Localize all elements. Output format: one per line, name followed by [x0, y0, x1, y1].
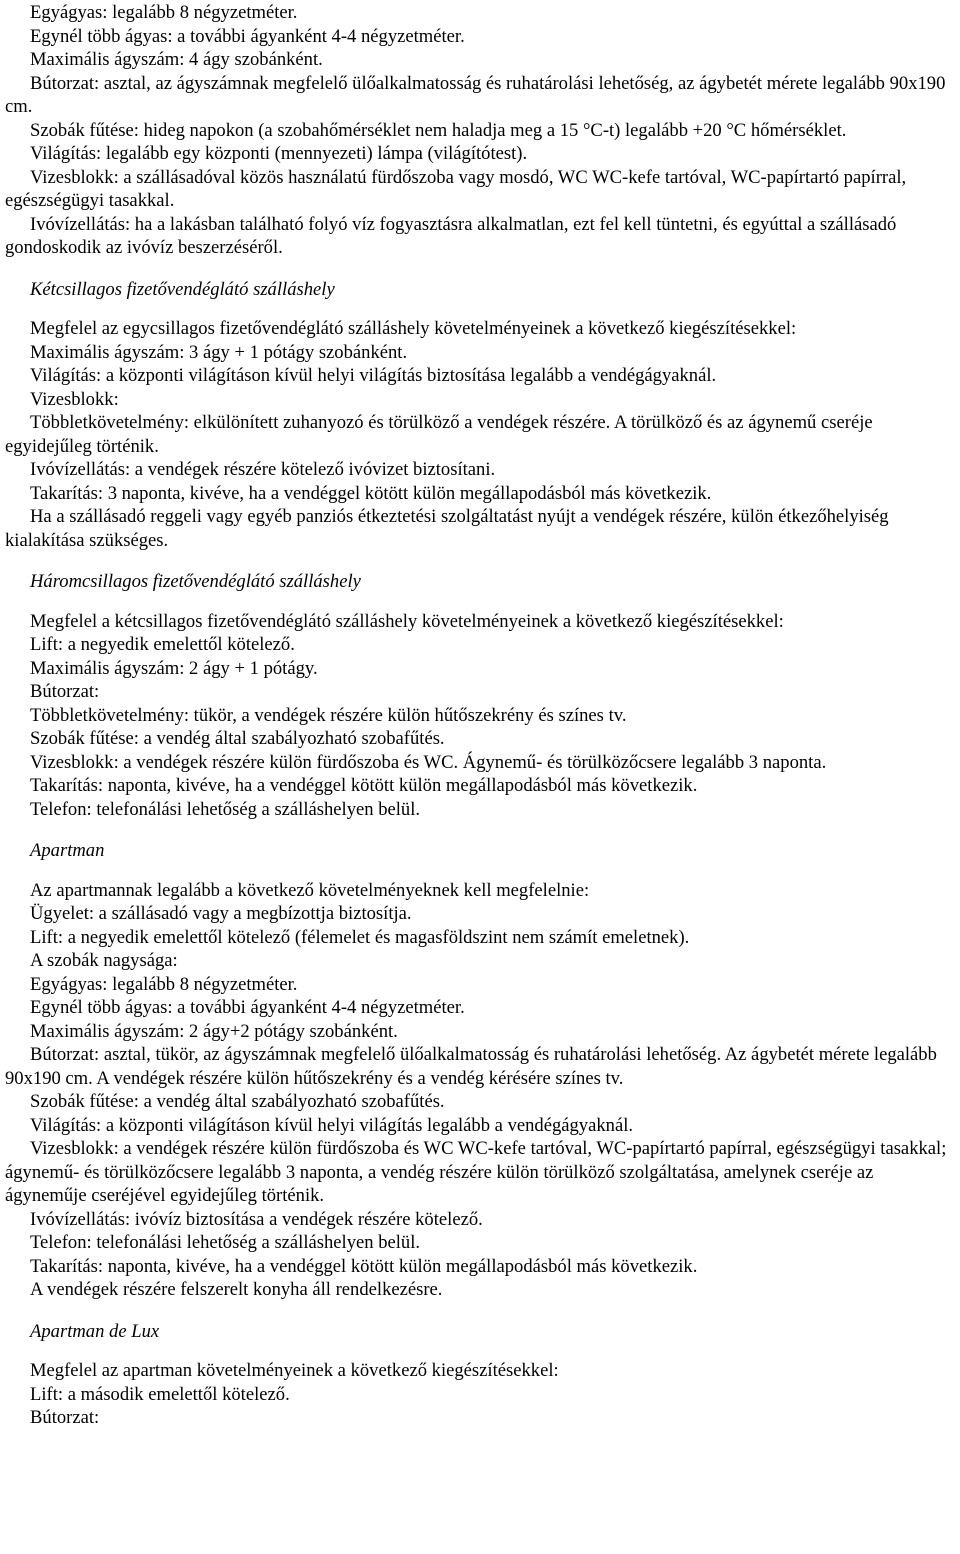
paragraph: Lift: a második emelettől kötelező.: [30, 1383, 290, 1405]
paragraph: Vizesblokk:: [30, 388, 119, 410]
paragraph: Bútorzat:: [30, 681, 100, 702]
section-3: [5, 839, 955, 1302]
paragraph: Takarítás: 3 naponta, kivéve, ha a vendéggel kötött külön megállapodásból más következik.: [30, 482, 712, 504]
paragraph: Telefon: telefonálási lehetőség a szálláshelyen belül.: [30, 1232, 421, 1253]
paragraph: Megfelel az apartman követelményeinek a következő kiegészítésekkel:: [30, 1360, 559, 1381]
paragraph: Többletkövetelmény: tükör, a vendégek részére külön hűtőszekrény és színes tv.: [30, 704, 627, 726]
paragraph: Ivóvízellátás: a vendégek részére kötelező ivóvizet biztosítani.: [30, 459, 496, 480]
paragraph: Telefon: telefonálási lehetőség a szálláshelyen belül.: [30, 798, 421, 820]
paragraph: Vizesblokk: a szállásadóval közös használatú fürdőszoba vagy mosdó, WC WC-kefe tartóval, WC-papírtartó papírral, egészségügyi tasakkal.: [5, 166, 907, 211]
paragraph: Megfelel a kétcsillagos fizetővendéglátó szálláshely követelményeinek a következő kiegészítésekkel:: [30, 610, 784, 632]
section-heading: Apartman: [30, 840, 105, 861]
section-2: [5, 570, 955, 821]
paragraph: Bútorzat:: [30, 1407, 100, 1428]
paragraph: Világítás: a központi világításon kívül helyi világítás biztosítása legalább a vendégágyaknál.: [30, 365, 717, 386]
paragraph: Ügyelet: a szállásadó vagy a megbízottja biztosítja.: [30, 903, 412, 924]
paragraph: Lift: a negyedik emelettől kötelező.: [30, 634, 295, 655]
paragraph: Lift: a negyedik emelettől kötelező (félemelet és magasföldszint nem számít emeletnek).: [30, 926, 690, 948]
section-1: [5, 278, 955, 553]
paragraph: Maximális ágyszám: 2 ágy+2 pótágy szobánként.: [30, 1020, 398, 1042]
paragraph: Bútorzat: asztal, tükör, az ágyszámnak megfelelő ülőalkalmatosság és ruhatárolási lehetőség. Az ágybetét mérete legalább 90x190 cm. A vendégek részére külön hűtőszekrény és a vendég kérésére színes tv.: [5, 1044, 937, 1089]
paragraph: Többletkövetelmény: elkülönített zuhanyozó és törülköző a vendégek részére. A törülköző és az ágynemű cseréje egyidejűleg történik.: [5, 412, 873, 457]
section-0: [5, 1, 955, 260]
paragraph: Ivóvízellátás: ha a lakásban található folyó víz fogyasztásra alkalmatlan, ezt fel kell tüntetni, és egyúttal a szállásadó gondoskodik az ivóvíz beszerzéséről.: [5, 213, 897, 258]
paragraph: Szobák fűtése: a vendég által szabályozható szobafűtés.: [30, 1091, 445, 1112]
paragraph: Az apartmannak legalább a következő követelményeknek kell megfelelnie:: [30, 879, 590, 901]
paragraph: Vizesblokk: a vendégek részére külön fürdőszoba és WC WC-kefe tartóval, WC-papírtartó papírral, egészségügyi tasakkal; ágynemű- és törülközőcsere legalább 3 naponta, a vendég részére külön törülköző szolgáltatása, amelynek cseréje az ágyneműje cseréjével egyidejűleg történik.: [5, 1138, 947, 1206]
paragraph: Maximális ágyszám: 3 ágy + 1 pótágy szobánként.: [30, 341, 408, 363]
paragraph: A szobák nagysága:: [30, 950, 178, 971]
paragraph: Szobák fűtése: hideg napokon (a szobahőmérséklet nem haladja meg a 15 °C-t) legalább +20 °C hőmérséklet.: [30, 119, 847, 141]
paragraph: Megfelel az egycsillagos fizetővendéglátó szálláshely követelményeinek a következő kiegészítésekkel:: [30, 318, 797, 339]
paragraph: Egyágyas: legalább 8 négyzetméter.: [30, 2, 298, 23]
paragraph: Egynél több ágyas: a további ágyanként 4-4 négyzetméter.: [30, 25, 465, 47]
section-heading: Háromcsillagos fizetővendéglátó szálláshely: [30, 571, 361, 592]
paragraph: Takarítás: naponta, kivéve, ha a vendéggel kötött külön megállapodásból más következik.: [30, 1255, 698, 1277]
paragraph: Egynél több ágyas: a további ágyanként 4-4 négyzetméter.: [30, 997, 465, 1018]
paragraph: Világítás: legalább egy központi (mennyezeti) lámpa (világítótest).: [30, 143, 528, 164]
section-4: [5, 1320, 955, 1430]
paragraph: Vizesblokk: a vendégek részére külön fürdőszoba és WC. Ágynemű- és törülközőcsere legalább 3 naponta.: [30, 751, 827, 773]
paragraph: Maximális ágyszám: 4 ágy szobánként.: [30, 49, 323, 70]
paragraph: Egyágyas: legalább 8 négyzetméter.: [30, 973, 298, 995]
paragraph: Takarítás: naponta, kivéve, ha a vendéggel kötött külön megállapodásból más következik.: [30, 775, 698, 796]
paragraph: Bútorzat: asztal, az ágyszámnak megfelelő ülőalkalmatosság és ruhatárolási lehetőség, az ágybetét mérete legalább 90x190 cm.: [5, 72, 946, 117]
paragraph: Szobák fűtése: a vendég által szabályozható szobafűtés.: [30, 728, 445, 749]
paragraph: Ivóvízellátás: ivóvíz biztosítása a vendégek részére kötelező.: [30, 1208, 483, 1230]
paragraph: Maximális ágyszám: 2 ágy + 1 pótágy.: [30, 657, 318, 679]
paragraph: A vendégek részére felszerelt konyha áll rendelkezésre.: [30, 1279, 443, 1300]
section-heading: Apartman de Lux: [30, 1320, 160, 1342]
paragraph: Ha a szállásadó reggeli vagy egyéb panziós étkeztetési szolgáltatást nyújt a vendégek részére, külön étkezőhelyiség kialakítása szükséges.: [5, 506, 889, 551]
paragraph: Világítás: a központi világításon kívül helyi világítás legalább a vendégágyaknál.: [30, 1114, 634, 1136]
section-heading: Kétcsillagos fizetővendéglátó szálláshely: [30, 278, 335, 300]
